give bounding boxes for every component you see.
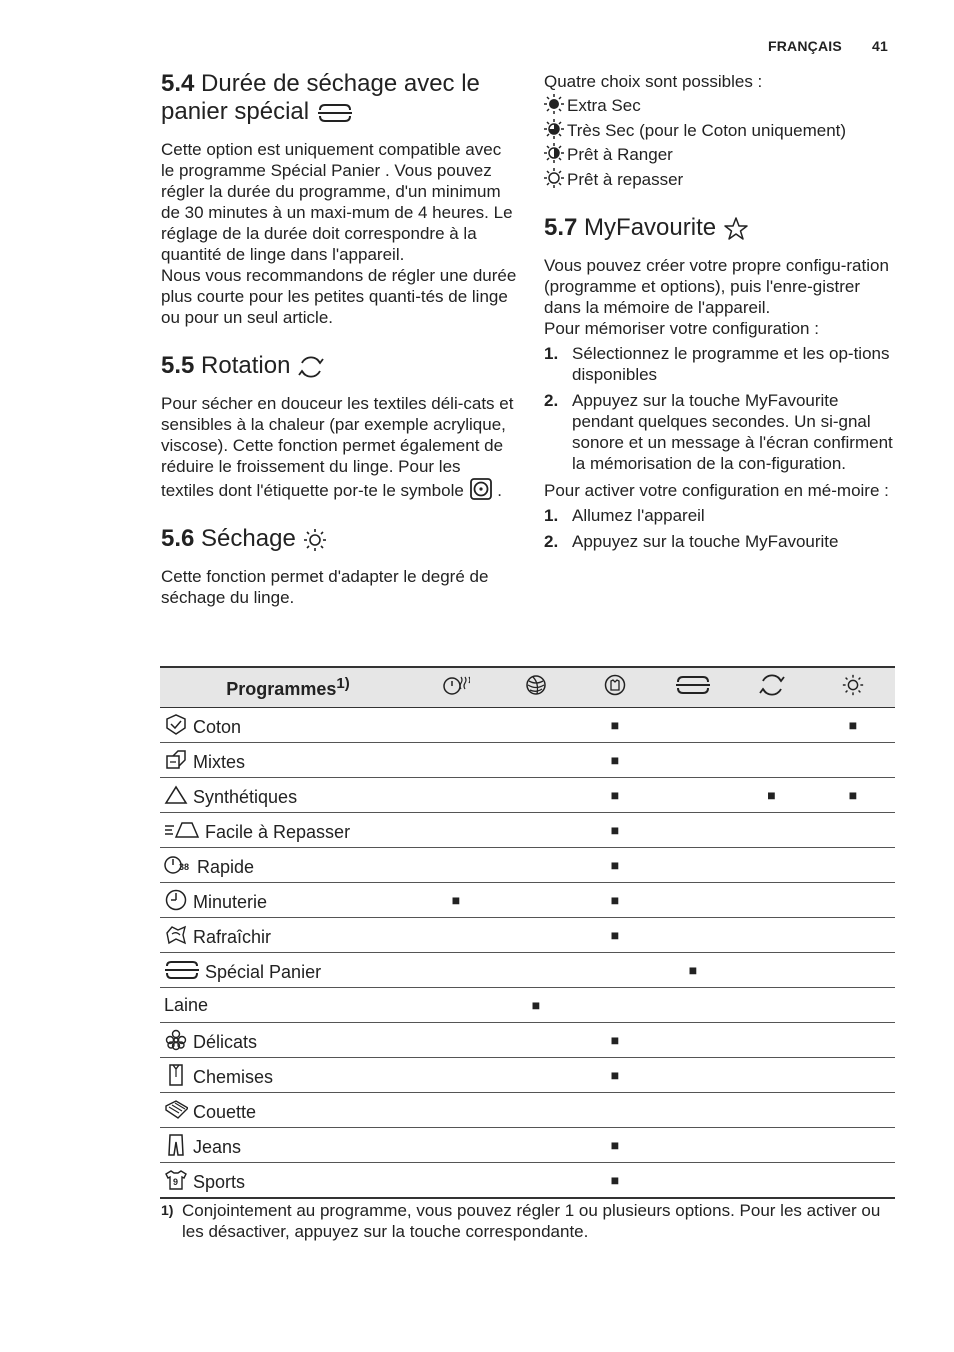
dryness-option: Extra Sec xyxy=(544,94,900,119)
compatibility-mark: ■ xyxy=(610,752,620,768)
option-mark-cell xyxy=(732,778,811,813)
delicates-icon xyxy=(164,1028,188,1052)
option-mark-cell xyxy=(576,1163,654,1199)
synthetics-icon xyxy=(164,783,188,807)
option-mark-cell xyxy=(576,953,654,988)
option-mark-cell xyxy=(496,1023,576,1058)
option-mark-cell xyxy=(416,743,496,778)
table-row xyxy=(160,918,895,953)
col-time-drying xyxy=(416,667,496,708)
compatibility-mark: ■ xyxy=(848,717,858,733)
option-mark-cell xyxy=(416,1023,496,1058)
option-mark-cell xyxy=(496,708,576,743)
option-mark-cell xyxy=(496,953,576,988)
care-label-tumble-icon xyxy=(469,477,493,501)
option-mark-cell xyxy=(732,918,811,953)
special-basket-icon xyxy=(164,958,200,982)
compatibility-mark: ■ xyxy=(610,787,620,803)
compatibility-mark: ■ xyxy=(610,892,620,908)
dryness-intro: Quatre choix sont possibles : xyxy=(544,72,763,91)
option-mark-cell xyxy=(576,1058,654,1093)
option-mark-cell xyxy=(416,778,496,813)
compatibility-mark: ■ xyxy=(688,962,698,978)
programme-label: Rafraîchir xyxy=(193,926,272,947)
compatibility-mark: ■ xyxy=(767,787,776,803)
table-row xyxy=(160,953,895,988)
table-row xyxy=(160,708,895,743)
option-mark-cell xyxy=(496,1093,576,1128)
right-column xyxy=(544,70,900,558)
option-mark-cell xyxy=(811,1128,895,1163)
option-mark-cell xyxy=(576,848,654,883)
footnote-marker: 1) xyxy=(161,1202,174,1218)
option-mark-cell xyxy=(654,918,732,953)
col-wool xyxy=(496,667,576,708)
section-5-6-title: 5.6 Séchage xyxy=(161,525,517,553)
programme-options-table xyxy=(160,666,895,1199)
option-mark-cell xyxy=(496,743,576,778)
option-mark-cell xyxy=(416,1128,496,1163)
compatibility-mark: ■ xyxy=(610,1137,620,1153)
option-mark-cell xyxy=(732,883,811,918)
col-rotation xyxy=(732,667,811,708)
compatibility-mark: ■ xyxy=(531,997,541,1013)
iron-dry-icon xyxy=(544,168,564,188)
list-item: 2. Appuyez sur la touche MyFavourite pendant quelques secondes. Un si-gnal sonore et un message à l'écran confirment la mémorisation de la con-figuration. xyxy=(544,391,893,473)
programme-label: Facile à Repasser xyxy=(205,821,351,842)
programme-label: Mixtes xyxy=(193,751,246,772)
extra-dry-icon xyxy=(544,94,564,114)
programme-label: Minuterie xyxy=(193,891,268,912)
option-mark-cell xyxy=(416,1093,496,1128)
programme-name-cell xyxy=(160,918,416,953)
compatibility-mark: ■ xyxy=(610,927,620,943)
option-mark-cell xyxy=(496,1128,576,1163)
option-mark-cell xyxy=(654,1023,732,1058)
time-drying-icon xyxy=(442,673,470,697)
table-row xyxy=(160,743,895,778)
compatibility-mark: ■ xyxy=(610,717,620,733)
col-special-basket xyxy=(654,667,732,708)
section-5-4-title: 5.4 Durée de séchage avec le panier spécial xyxy=(161,70,480,125)
cupboard-dry-icon xyxy=(544,143,564,163)
option-mark-cell xyxy=(811,988,895,1023)
option-mark-cell xyxy=(416,988,496,1023)
option-mark-cell xyxy=(732,848,811,883)
compatibility-mark: ■ xyxy=(610,1067,620,1083)
programme-name-cell xyxy=(160,1128,416,1163)
option-mark-cell xyxy=(496,1058,576,1093)
option-mark-cell xyxy=(811,883,895,918)
programme-name-cell xyxy=(160,1163,416,1199)
table-header-row xyxy=(160,667,895,708)
compatibility-mark: ■ xyxy=(610,1032,620,1048)
option-mark-cell xyxy=(496,883,576,918)
option-mark-cell xyxy=(654,708,732,743)
activate-steps xyxy=(544,505,900,552)
option-mark-cell xyxy=(416,813,496,848)
table-row xyxy=(160,988,895,1023)
option-mark-cell xyxy=(496,918,576,953)
rotation-icon xyxy=(297,354,325,380)
option-mark-cell xyxy=(416,848,496,883)
svg-text:9: 9 xyxy=(173,1176,179,1187)
option-mark-cell xyxy=(732,708,811,743)
option-mark-cell xyxy=(811,1163,895,1199)
reverse-wrinkle-icon xyxy=(603,673,627,697)
compatibility-mark: ■ xyxy=(610,857,620,873)
option-mark-cell xyxy=(496,1163,576,1199)
programme-name-cell xyxy=(160,813,416,848)
option-mark-cell xyxy=(654,988,732,1023)
option-mark-cell xyxy=(811,1058,895,1093)
option-mark-cell xyxy=(654,883,732,918)
section-5-7-intro1: Vous pouvez créer votre propre configu-ration (programme et options), puis l'enre-gistrer dans la mémoire de l'appareil. xyxy=(544,256,889,317)
table-row xyxy=(160,883,895,918)
table-row xyxy=(160,813,895,848)
option-mark-cell xyxy=(654,1163,732,1199)
compatibility-mark: ■ xyxy=(848,787,858,803)
option-mark-cell xyxy=(654,813,732,848)
table-row xyxy=(160,778,895,813)
drying-level-icon xyxy=(302,527,328,553)
programme-label: Synthétiques xyxy=(193,786,298,807)
option-mark-cell xyxy=(654,1093,732,1128)
option-mark-cell xyxy=(416,953,496,988)
mixed-icon xyxy=(164,748,188,772)
option-mark-cell xyxy=(811,813,895,848)
list-item: 1. Allumez l'appareil xyxy=(544,506,705,525)
compatibility-mark: ■ xyxy=(610,1172,620,1188)
star-icon xyxy=(723,216,749,242)
option-mark-cell xyxy=(576,1023,654,1058)
page-header xyxy=(742,38,888,54)
programme-name-cell xyxy=(160,708,416,743)
section-5-5-body: Pour sécher en douceur les textiles déli-cats et sensibles à la chaleur (par exemple acrylique, viscose). Cette fonction permet également de réduire le froissement du linge. Pour les textiles dont l'étiquette por-te le symbole . xyxy=(161,394,514,500)
option-mark-cell xyxy=(576,1093,654,1128)
option-mark-cell xyxy=(654,848,732,883)
section-5-4-body1: Cette option est uniquement compatible avec le programme Spécial Panier . Vous pouvez régler la durée du programme, d'un minimum de 30 minutes à un maxi-mum de 4 heures. Le réglage de la durée doit correspondre à la quantité de linge dans l'appareil. xyxy=(161,140,513,264)
cotton-icon xyxy=(164,713,188,737)
programme-name-cell xyxy=(160,1093,416,1128)
programme-label: Rapide xyxy=(197,856,255,877)
option-mark-cell xyxy=(416,1058,496,1093)
programme-name-cell xyxy=(160,988,416,1023)
programme-name-cell xyxy=(160,1058,416,1093)
quick-icon xyxy=(164,853,192,877)
wool-ball-icon xyxy=(524,673,548,697)
table-row xyxy=(160,1128,895,1163)
option-mark-cell xyxy=(576,988,654,1023)
option-mark-cell xyxy=(496,778,576,813)
activate-intro: Pour activer votre configuration en mé-moire : xyxy=(544,481,889,500)
option-mark-cell xyxy=(732,813,811,848)
option-mark-cell xyxy=(732,953,811,988)
option-mark-cell xyxy=(416,1163,496,1199)
option-mark-cell xyxy=(416,883,496,918)
programme-label: Chemises xyxy=(193,1066,274,1087)
jeans-icon xyxy=(164,1133,188,1157)
option-mark-cell xyxy=(576,883,654,918)
option-mark-cell xyxy=(576,778,654,813)
option-mark-cell xyxy=(811,918,895,953)
section-5-6-body: Cette fonction permet d'adapter le degré de séchage du linge. xyxy=(161,567,489,607)
dryness-option: Prêt à repasser xyxy=(544,168,900,193)
section-5-4-body2: Nous vous recommandons de régler une durée plus courte pour les petites quanti-tés de linge ou pour un seul article. xyxy=(161,266,517,327)
shirts-icon xyxy=(164,1063,188,1087)
footnote xyxy=(161,1200,891,1242)
left-column xyxy=(161,70,517,608)
save-steps xyxy=(544,343,900,474)
table-row xyxy=(160,1058,895,1093)
table-row xyxy=(160,848,895,883)
option-mark-cell xyxy=(576,708,654,743)
page-number: 41 xyxy=(872,38,888,54)
programme-name-cell xyxy=(160,778,416,813)
option-mark-cell xyxy=(576,743,654,778)
programme-name-cell xyxy=(160,953,416,988)
programme-label: Laine xyxy=(164,994,209,1015)
section-5-5-title: 5.5 Rotation xyxy=(161,352,517,380)
option-mark-cell xyxy=(576,918,654,953)
option-mark-cell xyxy=(732,988,811,1023)
option-mark-cell xyxy=(416,708,496,743)
list-item: 1. Sélectionnez le programme et les op-tions disponibles xyxy=(544,344,890,384)
table-row xyxy=(160,1163,895,1199)
drying-level-icon xyxy=(841,673,865,697)
footnote-text: Conjointement au programme, vous pouvez régler 1 ou plusieurs options. Pour les activer ou les désactiver, appuyez sur la touche correspondante. xyxy=(182,1201,881,1241)
programme-label: Spécial Panier xyxy=(205,961,322,982)
svg-text:38: 38 xyxy=(179,861,190,872)
refresh-icon xyxy=(164,923,188,947)
option-mark-cell xyxy=(811,1093,895,1128)
section-5-7-intro2: Pour mémoriser votre configuration : xyxy=(544,319,819,338)
option-mark-cell xyxy=(654,1128,732,1163)
programme-name-cell xyxy=(160,848,416,883)
option-mark-cell xyxy=(811,953,895,988)
sports-icon xyxy=(164,1168,188,1192)
programmes-header: Programmes$^{1)}$ xyxy=(160,667,416,708)
programme-label: Délicats xyxy=(193,1031,258,1052)
list-item: 2. Appuyez sur la touche MyFavourite xyxy=(544,532,839,551)
header-language: FRANÇAIS xyxy=(767,38,842,54)
special-basket-icon xyxy=(316,102,354,124)
programme-label: Coton xyxy=(193,716,242,737)
option-mark-cell xyxy=(811,1023,895,1058)
option-mark-cell xyxy=(416,918,496,953)
timer-icon xyxy=(164,888,188,912)
option-mark-cell xyxy=(732,1023,811,1058)
very-dry-icon xyxy=(544,119,564,139)
programme-name-cell xyxy=(160,1023,416,1058)
programme-name-cell xyxy=(160,883,416,918)
col-anti-crease xyxy=(576,667,654,708)
table-row xyxy=(160,1093,895,1128)
duvet-icon xyxy=(164,1098,188,1122)
programme-label: Jeans xyxy=(193,1136,242,1157)
option-mark-cell xyxy=(496,988,576,1023)
option-mark-cell xyxy=(732,1093,811,1128)
programme-label: Couette xyxy=(193,1101,257,1122)
dryness-option: Prêt à Ranger xyxy=(544,143,900,168)
option-mark-cell xyxy=(576,813,654,848)
option-mark-cell xyxy=(732,743,811,778)
programme-name-cell xyxy=(160,743,416,778)
table-row xyxy=(160,1023,895,1058)
programme-label: Sports xyxy=(193,1171,246,1192)
option-mark-cell xyxy=(732,1128,811,1163)
option-mark-cell xyxy=(654,778,732,813)
dryness-option: Très Sec (pour le Coton uniquement) xyxy=(544,119,900,144)
option-mark-cell xyxy=(811,743,895,778)
compatibility-mark: ■ xyxy=(451,892,461,908)
option-mark-cell xyxy=(654,743,732,778)
option-mark-cell xyxy=(811,848,895,883)
option-mark-cell xyxy=(576,1128,654,1163)
option-mark-cell xyxy=(732,1058,811,1093)
col-drying-level xyxy=(811,667,895,708)
option-mark-cell xyxy=(732,1163,811,1199)
option-mark-cell xyxy=(654,953,732,988)
easy-iron-icon xyxy=(164,818,200,842)
rotation-icon xyxy=(758,672,786,698)
programme-rows xyxy=(160,708,895,1199)
option-mark-cell xyxy=(496,813,576,848)
option-mark-cell xyxy=(811,778,895,813)
option-mark-cell xyxy=(654,1058,732,1093)
option-mark-cell xyxy=(496,848,576,883)
compatibility-mark: ■ xyxy=(610,822,620,838)
special-basket-icon xyxy=(674,674,712,696)
option-mark-cell xyxy=(811,708,895,743)
section-5-7-title: 5.7 MyFavourite xyxy=(544,214,900,242)
